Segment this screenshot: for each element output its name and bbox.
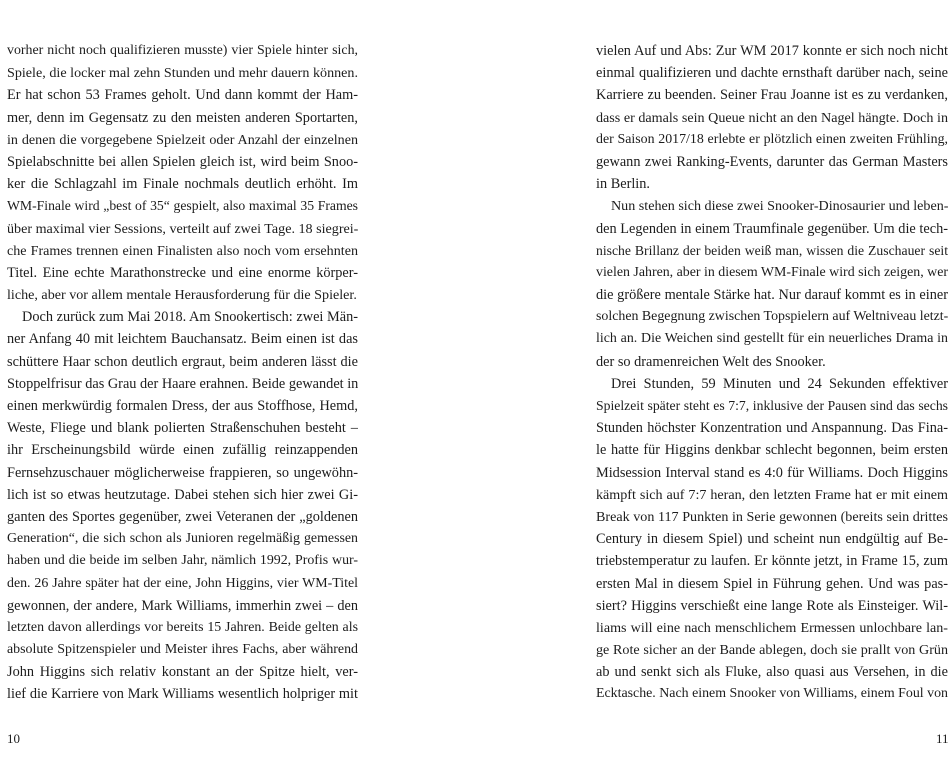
text-line: ner Anfang 40 mit leichtem Bauchansatz. Beim einen ist das (7, 331, 358, 348)
text-line: le hatte für Higgins denkbar schlecht begonnen, beim ersten (596, 442, 948, 459)
text-line: Nun stehen sich diese zwei Snooker-Dinosaurier und leben- (611, 198, 948, 215)
text-line: vielen Jahren, aber in diesem WM-Finale wird sich zeigen, wer (596, 264, 948, 280)
text-line: John Higgins sich relativ konstant an der Spitze hielt, ver- (7, 664, 358, 681)
text-line: liams will eine nach menschlichem Ermessen unlochbare lan- (596, 619, 948, 636)
text-line: Stunden höchster Konzentration und Anspannung. Das Fina- (596, 420, 948, 437)
text-line: triebstemperatur zu laufen. Er könnte jetzt, in Frame 15, zum (596, 553, 948, 570)
text-line: mer, denn im Gegensatz zu den meisten anderen Sportarten, (7, 109, 358, 126)
text-line: ker die Schlagzahl im Finale nochmals deutlich erhöht. Im (7, 176, 358, 193)
text-line: che Frames trennen einen Finalisten also noch vom ersehnten (7, 242, 358, 259)
text-line: Karriere zu beenden. Seiner Frau Joanne ist es zu verdanken, (596, 87, 948, 104)
text-line: Doch zurück zum Mai 2018. Am Snookertisch: zwei Män- (22, 309, 358, 326)
text-line: Weste, Fliege und blank polierten Straßenschuhen besteht – (7, 420, 358, 437)
text-line: absolute Spitzenspieler und Meister ihres Fachs, aber während (7, 642, 358, 658)
text-line: in Berlin. (596, 176, 651, 193)
text-line: nische Brillanz der beiden weiß man, wissen die Zuschauer seit (596, 242, 948, 258)
text-line: ganten des Sportes gegenüber, zwei Veteranen der „goldenen (7, 508, 358, 525)
text-line: der so dramenreichen Welt des Snooker. (596, 353, 826, 370)
text-line: vielen Auf und Abs: Zur WM 2017 konnte er sich noch nicht (596, 43, 948, 59)
right-page-number: 11 (936, 731, 949, 746)
text-line: Stoppelfrisur das Grau der Haare erahnen. Beide gewandet in (7, 375, 358, 392)
text-line: Break von 117 Punkten in Serie gewonnen (bereits sein drittes (596, 508, 948, 525)
text-line: vorher nicht noch qualifizieren musste) vier Spiele hinter sich, (7, 43, 358, 58)
text-line: ab und senkt sich als Fluke, also quasi aus Versehen, in die (596, 664, 948, 681)
text-line: Fernsehzuschauer möglicherweise frappieren, so ungewöhn- (7, 464, 358, 481)
text-line: gewonnen, der andere, Mark Williams, immerhin zwei – den (7, 597, 358, 614)
right-page-text (596, 40, 948, 706)
text-line: Generation“, die sich schon als Junioren regelmäßig gemessen (7, 531, 358, 547)
text-line: den. 26 Jahre später hat der eine, John Higgins, vier WM-Titel (7, 575, 358, 591)
left-page (7, 40, 358, 706)
text-line: ge Rote sicher an der Bande ablegen, doch sie prallt von Grün (596, 642, 948, 659)
text-line: der Saison 2017/18 erlebte er plötzlich einen zweiten Frühling, (596, 131, 948, 147)
text-line: siert? Higgins verschießt eine lange Rote als Einsteiger. Wil- (596, 597, 948, 614)
text-line: schüttere Haar schon deutlich ergraut, beim anderen lässt die (7, 353, 358, 370)
text-line: einmal qualifizieren und dachte ernsthaft darüber nach, seine (596, 65, 948, 82)
text-line: in denen die vorgegebene Spielzeit oder Anzahl der einzelnen (7, 131, 358, 148)
text-line: lief die Karriere von Mark Williams wesentlich holpriger mit (7, 686, 358, 703)
right-page (596, 40, 948, 706)
text-line: die größere mentale Stärke hat. Nur darauf kommt es in einer (596, 287, 948, 304)
text-line: ersten Mal in diesem Spiel in Führung gehen. Und was pas- (596, 575, 948, 592)
text-line: Spielzeit später steht es 7:7, inklusive der Pausen sind das sechs (596, 398, 948, 413)
text-line: letzten davon allerdings vor bereits 15 Jahren. Beide gelten als (7, 619, 358, 635)
text-line: Century in diesem Spiel) und scheint nun endgültig auf Be- (596, 531, 948, 548)
text-line: Spiele, die locker mal zehn Stunden und mehr dauern können. (7, 65, 358, 82)
text-line: Er hat schon 53 Frames geholt. Und dann kommt der Ham- (7, 87, 358, 104)
text-line: über maximal vier Sessions, verteilt auf zwei Tage. 18 siegrei- (7, 220, 358, 237)
text-line: dass er damals sein Queue nicht an den Nagel hängte. Doch in (596, 109, 948, 126)
text-line: ihr Erscheinungsbild würde einen zufällig reinzappenden (7, 442, 358, 459)
text-line: gewann zwei Ranking-Events, darunter das German Masters (596, 153, 948, 170)
text-line: WM-Finale wird „best of 35“ gespielt, also maximal 35 Frames (7, 198, 358, 214)
text-line: lich an. Die Weichen sind gestellt für ein neuerliches Drama in (596, 331, 948, 347)
text-line: haben und die beide im selben Jahr, nämlich 1992, Profis wur- (7, 553, 358, 569)
left-page-number: 10 (7, 731, 20, 746)
text-line: lich ist so etwas heutzutage. Dabei stehen sich hier zwei Gi- (7, 486, 358, 503)
text-line: Midsession Interval stand es 4:0 für Williams. Doch Higgins (596, 464, 948, 481)
left-page-text (7, 40, 358, 706)
text-line: Drei Stunden, 59 Minuten und 24 Sekunden effektiver (611, 375, 948, 392)
text-line: liche, aber vor allem mentale Herausforderung für die Spieler. (7, 287, 357, 304)
text-line: den Legenden in einem Traumfinale gegenüber. Um die tech- (596, 220, 948, 237)
text-line: solchen Begegnung zwischen Topspielern auf Weltniveau letzt- (596, 309, 948, 325)
text-line: Ecktasche. Nach einem Snooker von Williams, einem Foul von (596, 686, 948, 702)
text-line: kämpft sich auf 7:7 heran, den letzten Frame hat er mit einem (596, 486, 948, 503)
text-line: einen merkwürdig formalen Dress, der aus Stoffhose, Hemd, (7, 398, 358, 414)
text-line: Spielabschnitte bei allen Spielen gleich ist, wird beim Snoo- (7, 153, 358, 170)
text-line: Titel. Eine echte Marathonstrecke und eine enorme körper- (7, 264, 358, 281)
